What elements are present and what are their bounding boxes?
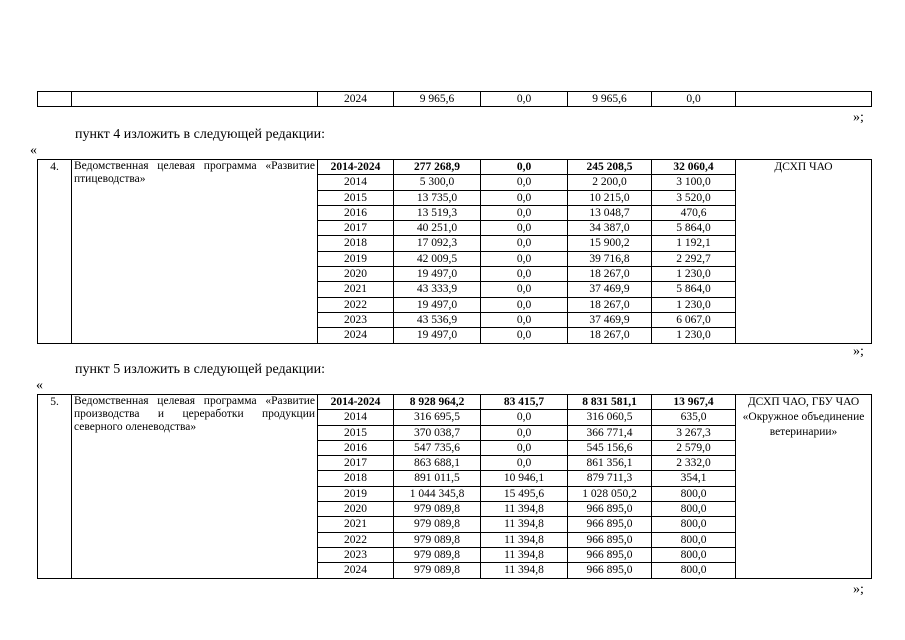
total-cell: 547 735,6 (394, 440, 481, 455)
regional-cell: 10 215,0 (568, 190, 652, 205)
total-cell: 863 688,1 (394, 456, 481, 471)
year-cell: 2021 (318, 517, 394, 532)
total-cell: 979 089,8 (394, 517, 481, 532)
year-cell: 2024 (318, 92, 394, 107)
regional-cell: 966 895,0 (568, 547, 652, 562)
regional-cell: 966 895,0 (568, 532, 652, 547)
item-number: 4. (38, 160, 72, 344)
federal-cell: 11 394,8 (481, 563, 568, 578)
regional-cell: 366 771,4 (568, 425, 652, 440)
regional-cell: 879 711,3 (568, 471, 652, 486)
year-cell: 2022 (318, 532, 394, 547)
year-cell: 2015 (318, 190, 394, 205)
federal-cell: 0,0 (481, 92, 568, 107)
top-continuation-table (37, 91, 872, 107)
other-cell: 6 067,0 (652, 312, 736, 327)
other-cell: 1 230,0 (652, 267, 736, 282)
other-cell: 470,6 (652, 205, 736, 220)
federal-cell: 83 415,7 (481, 395, 568, 410)
federal-cell: 0,0 (481, 175, 568, 190)
table-row (38, 92, 872, 107)
table-row (38, 395, 872, 410)
other-cell: 2 332,0 (652, 456, 736, 471)
close-quote: »; (853, 582, 864, 597)
other-cell: 5 864,0 (652, 221, 736, 236)
other-cell: 1 230,0 (652, 297, 736, 312)
regional-cell: 8 831 581,1 (568, 395, 652, 410)
total-cell: 13 735,0 (394, 190, 481, 205)
federal-cell: 0,0 (481, 328, 568, 343)
year-cell: 2017 (318, 456, 394, 471)
federal-cell: 0,0 (481, 297, 568, 312)
regional-cell: 316 060,5 (568, 410, 652, 425)
other-cell: 2 579,0 (652, 440, 736, 455)
federal-cell: 15 495,6 (481, 486, 568, 501)
year-cell: 2021 (318, 282, 394, 297)
regional-cell: 37 469,9 (568, 312, 652, 327)
federal-cell: 0,0 (481, 160, 568, 175)
item4-intro: пункт 4 изложить в следующей редакции: (75, 127, 325, 142)
year-cell: 2017 (318, 221, 394, 236)
total-cell: 979 089,8 (394, 563, 481, 578)
total-cell: 979 089,8 (394, 532, 481, 547)
regional-cell: 545 156,6 (568, 440, 652, 455)
total-cell: 19 497,0 (394, 328, 481, 343)
other-cell: 1 192,1 (652, 236, 736, 251)
year-cell: 2016 (318, 205, 394, 220)
federal-cell: 10 946,1 (481, 471, 568, 486)
federal-cell: 0,0 (481, 221, 568, 236)
other-cell: 32 060,4 (652, 160, 736, 175)
regional-cell: 18 267,0 (568, 297, 652, 312)
year-cell: 2022 (318, 297, 394, 312)
federal-cell: 0,0 (481, 312, 568, 327)
year-cell: 2019 (318, 251, 394, 266)
regional-cell: 966 895,0 (568, 517, 652, 532)
year-cell: 2020 (318, 267, 394, 282)
year-cell: 2023 (318, 547, 394, 562)
year-cell: 2019 (318, 486, 394, 501)
year-cell: 2024 (318, 563, 394, 578)
total-cell: 40 251,0 (394, 221, 481, 236)
total-cell: 979 089,8 (394, 502, 481, 517)
other-cell: 800,0 (652, 563, 736, 578)
total-cell: 9 965,6 (394, 92, 481, 107)
regional-cell: 39 716,8 (568, 251, 652, 266)
table-row (38, 160, 872, 175)
other-cell: 3 100,0 (652, 175, 736, 190)
close-quote: »; (853, 344, 864, 359)
federal-cell: 0,0 (481, 282, 568, 297)
federal-cell: 11 394,8 (481, 532, 568, 547)
other-cell: 1 230,0 (652, 328, 736, 343)
federal-cell: 0,0 (481, 267, 568, 282)
regional-cell: 9 965,6 (568, 92, 652, 107)
federal-cell: 0,0 (481, 236, 568, 251)
total-cell: 43 333,9 (394, 282, 481, 297)
total-cell: 1 044 345,8 (394, 486, 481, 501)
item5-table (37, 394, 872, 579)
regional-cell: 966 895,0 (568, 563, 652, 578)
regional-cell: 245 208,5 (568, 160, 652, 175)
executor: ДСХП ЧАО, ГБУ ЧАО «Окружное объединение ветеринарии» (736, 395, 872, 579)
total-cell: 8 928 964,2 (394, 395, 481, 410)
other-cell: 354,1 (652, 471, 736, 486)
year-cell: 2015 (318, 425, 394, 440)
regional-cell: 2 200,0 (568, 175, 652, 190)
other-cell: 800,0 (652, 517, 736, 532)
federal-cell: 11 394,8 (481, 547, 568, 562)
other-cell: 3 520,0 (652, 190, 736, 205)
regional-cell: 18 267,0 (568, 267, 652, 282)
total-cell: 316 695,5 (394, 410, 481, 425)
regional-cell: 861 356,1 (568, 456, 652, 471)
regional-cell: 15 900,2 (568, 236, 652, 251)
total-cell: 277 268,9 (394, 160, 481, 175)
other-cell: 800,0 (652, 486, 736, 501)
other-cell: 3 267,3 (652, 425, 736, 440)
total-cell: 979 089,8 (394, 547, 481, 562)
program-description: Ведомственная целевая программа «Развитие производства и цереработки продукции северного оленеводства» (72, 395, 318, 579)
total-cell: 370 038,7 (394, 425, 481, 440)
federal-cell: 0,0 (481, 205, 568, 220)
other-cell: 13 967,4 (652, 395, 736, 410)
total-cell: 891 011,5 (394, 471, 481, 486)
year-cell: 2018 (318, 236, 394, 251)
total-cell: 19 497,0 (394, 267, 481, 282)
total-cell: 5 300,0 (394, 175, 481, 190)
federal-cell: 11 394,8 (481, 502, 568, 517)
year-cell: 2020 (318, 502, 394, 517)
regional-cell: 1 028 050,2 (568, 486, 652, 501)
year-cell: 2014-2024 (318, 395, 394, 410)
total-cell: 42 009,5 (394, 251, 481, 266)
federal-cell: 0,0 (481, 440, 568, 455)
other-cell: 5 864,0 (652, 282, 736, 297)
federal-cell: 0,0 (481, 190, 568, 205)
regional-cell: 37 469,9 (568, 282, 652, 297)
other-cell: 0,0 (652, 92, 736, 107)
program-description: Ведомственная целевая программа «Развитие птицеводства» (72, 160, 318, 344)
year-cell: 2014-2024 (318, 160, 394, 175)
year-cell: 2018 (318, 471, 394, 486)
item5-intro: пункт 5 изложить в следующей редакции: (75, 362, 325, 377)
federal-cell: 0,0 (481, 410, 568, 425)
other-cell: 635,0 (652, 410, 736, 425)
item-number: 5. (38, 395, 72, 579)
year-cell: 2016 (318, 440, 394, 455)
year-cell: 2024 (318, 328, 394, 343)
federal-cell: 0,0 (481, 425, 568, 440)
federal-cell: 11 394,8 (481, 517, 568, 532)
open-quote: « (30, 143, 37, 158)
other-cell: 800,0 (652, 532, 736, 547)
total-cell: 19 497,0 (394, 297, 481, 312)
close-quote: »; (853, 110, 864, 125)
year-cell: 2023 (318, 312, 394, 327)
regional-cell: 13 048,7 (568, 205, 652, 220)
other-cell: 800,0 (652, 547, 736, 562)
year-cell: 2014 (318, 175, 394, 190)
open-quote: « (36, 378, 43, 393)
regional-cell: 34 387,0 (568, 221, 652, 236)
item4-table (37, 159, 872, 344)
total-cell: 43 536,9 (394, 312, 481, 327)
federal-cell: 0,0 (481, 456, 568, 471)
other-cell: 2 292,7 (652, 251, 736, 266)
year-cell: 2014 (318, 410, 394, 425)
other-cell: 800,0 (652, 502, 736, 517)
total-cell: 17 092,3 (394, 236, 481, 251)
federal-cell: 0,0 (481, 251, 568, 266)
regional-cell: 966 895,0 (568, 502, 652, 517)
executor: ДСХП ЧАО (736, 160, 872, 344)
total-cell: 13 519,3 (394, 205, 481, 220)
regional-cell: 18 267,0 (568, 328, 652, 343)
